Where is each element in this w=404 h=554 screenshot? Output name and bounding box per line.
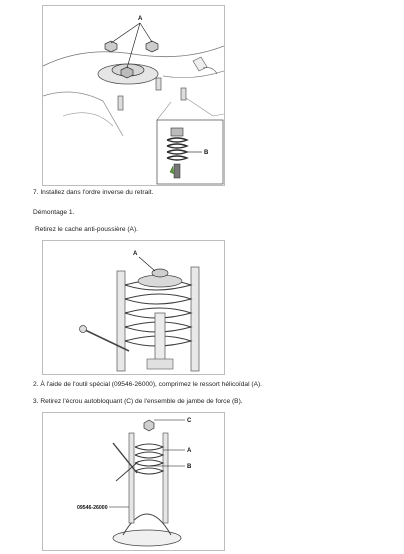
section-heading: Démontage 1. [33,209,75,216]
self-locking-nut-icon [144,420,154,431]
step-3-text: 3. Retirez l'écrou autobloquant (C) de l'ensemble de jambe de force (B). [33,398,243,405]
step-7-text: 7. Installez dans l'ordre inverse du retrait. [33,189,154,196]
callout-c-label: C [187,418,192,424]
strut-mount-illustration [43,6,224,185]
callout-a-label: A [187,448,192,454]
callout-b-label: B [187,464,192,470]
figure-strut-mount-removal [42,5,225,186]
compressor-tool-illustration [43,413,224,550]
callout-a-label: A [133,251,138,257]
step-2-text: 2. À l'aide de l'outil spécial (09546-26000), comprimez le ressort hélicoïdal (A). [33,381,263,388]
callout-a-label: A [138,16,143,22]
figure-self-locking-nut-removal [42,412,225,551]
callout-b-label: B [204,150,209,156]
step-1-text: Retirez le cache anti-poussière (A). [35,226,138,233]
compressor-dust-cover-illustration [43,241,224,374]
tool-code-label: 09546-26000 [77,505,108,511]
figure-dust-cover-removal [42,240,225,375]
